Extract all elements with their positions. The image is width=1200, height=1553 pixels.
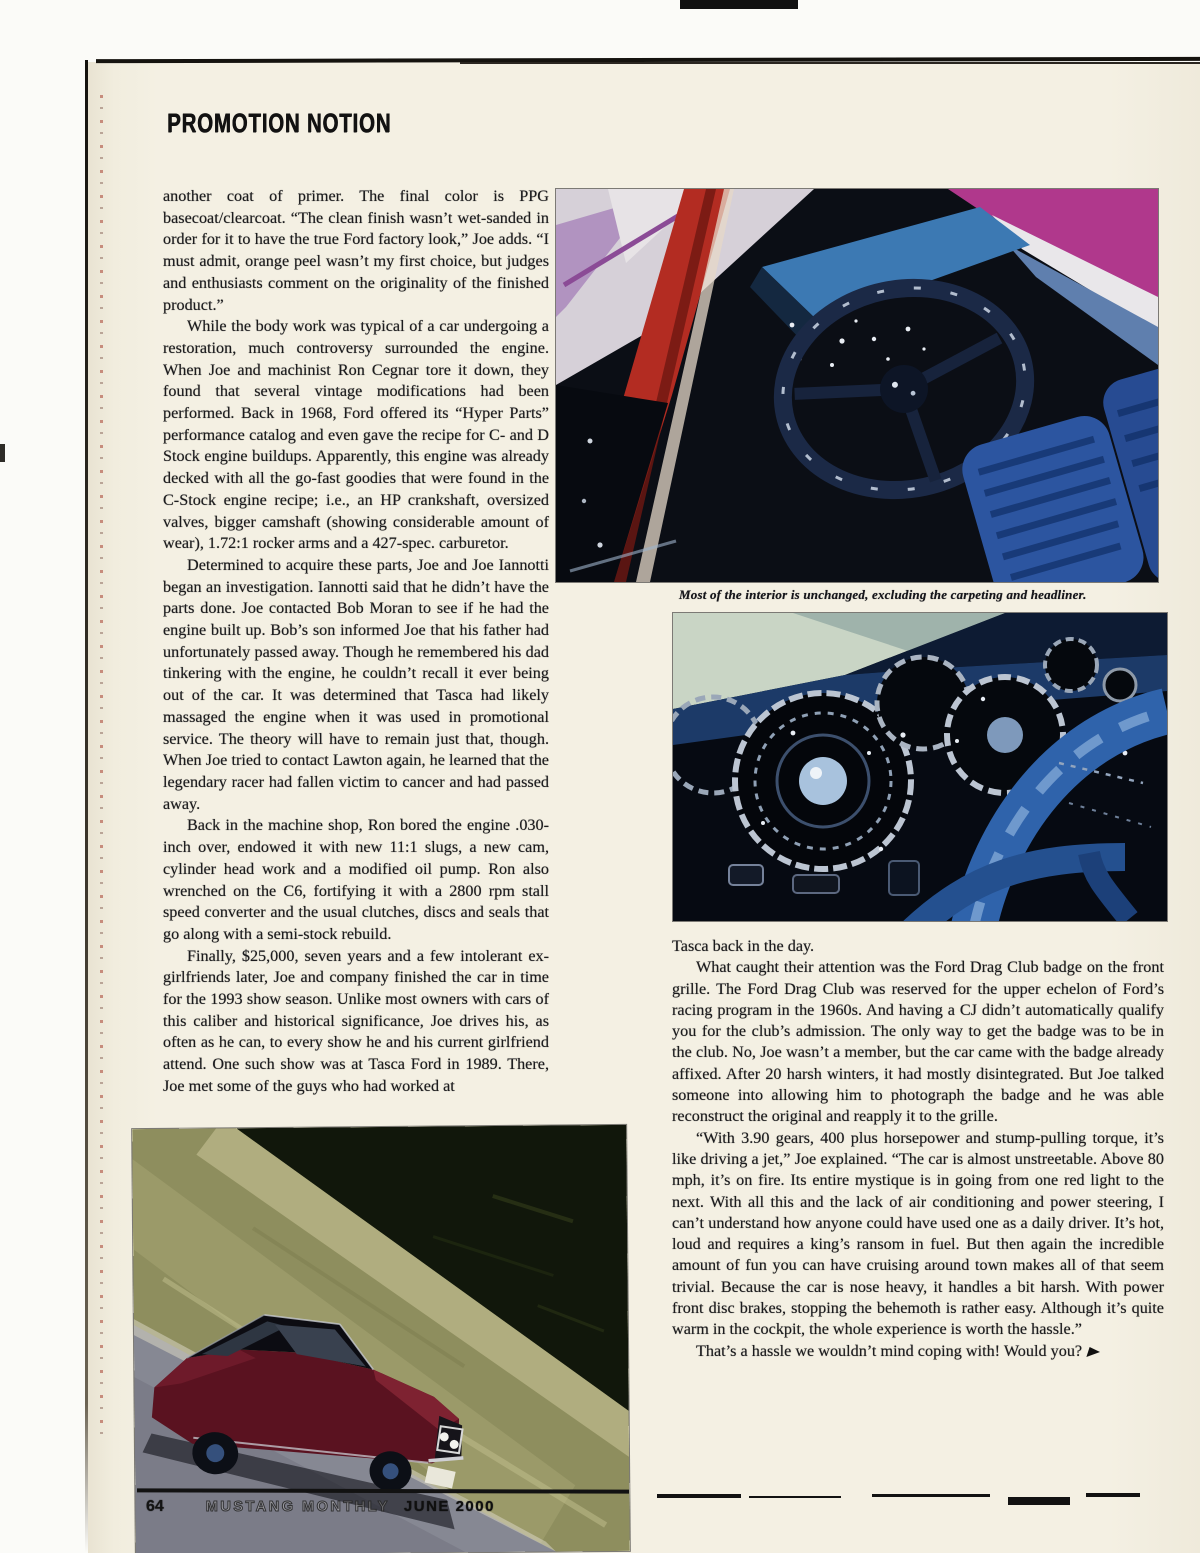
paragraph: Back in the machine shop, Ron bored the engine .030-inch over, endowed it with new 11:1 slugs, a new cam, cylinder head work and a modified oil pump. Ron also wrenched on the C6, fortifying it with a 2800 rpm stall speed converter and the usual clutches, discs and seals that go along with a semi-stock rebuild.: [163, 816, 549, 943]
dashboard-photo: [673, 613, 1167, 921]
page-binding-edge: [85, 60, 88, 1553]
paragraph: another coat of primer. The final color is PPG basecoat/clearcoat. “The clean finish wasn’t wet-sanded in order for it to have the true Ford factory look,” Joe adds. “I must admit, orange peel wasn’t my first choice, but judges and enthusiasts comment on the originality of the finished product.”: [163, 187, 549, 314]
page-number: 64: [146, 1498, 164, 1515]
end-of-article-icon: [1086, 1347, 1101, 1357]
section-title: PROMOTION NOTION: [167, 108, 392, 138]
footer-rule-segment: [657, 1494, 741, 1498]
closing-line: [672, 1341, 1164, 1362]
paragraph: Finally, $25,000, seven years and a few intolerant ex-girlfriends later, Joe and company finished the car in time for the 1993 show season. Unlike most owners with cars of this caliber and historical significance, Joe drives his, as often as he can, to every show he and his current girlfriend attend. One such show was at Tasca Ford in 1989. There, Joe met some of the guys who had worked at: [163, 946, 549, 1095]
paragraph: While the body work was typical of a car undergoing a restoration, much controversy surrounded the engine. When Joe and machinist Ron Cegnar tore it down, they found that several vintage modifications had been performed. Back in 1968, Ford offered its “Hyper Parts” performance catalog and even gave the recipe for C- and D Stock engine buildups. Apparently, this engine was already decked with all the go-fast goodies that were found in the C-Stock engine recipe; i.e., an HP crankshaft, oversized valves, bigger camshaft (showing considerable amount of wear), 1.72:1 rocker arms and a 427-spec. carburetor.: [163, 317, 549, 553]
interior-photo-caption: Most of the interior is unchanged, excluding the carpeting and headliner.: [679, 587, 1087, 602]
footer-rule-segment: [872, 1494, 990, 1497]
paragraph: Determined to acquire these parts, Joe and Joe Iannotti began an investigation. Iannotti said that he didn’t have the parts done. Joe contacted Bob Moran to see if he had the engine built up. Bob’s son informed Joe that his father had unfortunately passed away. Though he remembered his dad tinkering with the engine, he couldn’t recall it ever being out of the car. It was determined that Tasca had likely massaged the engine when it was used in promotional service. The theory will have to remain just that, though. When Joe tried to contact Lawton again, he learned that the legendary racer had fallen victim to cancer and had passed away.: [163, 555, 549, 813]
paragraph: What caught their attention was the Ford Drag Club badge on the front grille. The Ford Drag Club was reserved for the upper echelon of Ford’s racing program in the 1960s. And having a CJ didn’t automatically qualify you for the club’s admission. The only way to get the badge was to be in the club. No, Joe wasn’t a member, but the car came with the badge already affixed. After 20 harsh winters, it had mostly disintegrated. But Joe talked someone into allowing him to photograph the badge and he was able reconstruct the original and reapply it to the grille.: [672, 958, 1164, 1126]
right-text-column: [672, 936, 1164, 1362]
page-top-edge-shadow: [460, 62, 1200, 64]
paragraph: Tasca back in the day.: [672, 937, 815, 955]
closing-text: That’s a hassle we wouldn’t mind coping with! Would you?: [696, 1341, 1083, 1360]
footer-rule-segment: [749, 1496, 841, 1498]
issue-date: JUNE 2000: [403, 1498, 495, 1515]
scan-artifact-left-mark: [0, 444, 5, 462]
page-footer: [146, 1498, 566, 1522]
magazine-title: MUSTANG MONTHLY: [205, 1499, 390, 1515]
footer-rule-segment: [1086, 1493, 1140, 1497]
footer-rule-segment: [1008, 1497, 1070, 1505]
binding-glue-speckles: [100, 84, 103, 1444]
interior-photo: [556, 189, 1158, 582]
paragraph: “With 3.90 gears, 400 plus horsepower and stump-pulling torque, it’s like driving a jet,” Joe explained. “The car is almost unstreetable. Above 80 mph, it’s on fire. Its entire mystique is in going from one red light to the next. With all this and the lack of air conditioning and power steering, I can’t understand how anyone could have used one as a daily driver. It’s hot, loud and requires a king’s ransom in fuel. But then again the incredible amount of fun you can have cruising around town makes all of that seem trivial. Because the car is nose heavy, it handles a bit harsh. With power front disc brakes, stopping the behemoth is rather easy. Although it’s quite warm in the cockpit, the whole experience is worth the hassle.”: [672, 1128, 1164, 1339]
left-text-column: [163, 186, 549, 1098]
scan-artifact-top-bar: [680, 0, 798, 9]
